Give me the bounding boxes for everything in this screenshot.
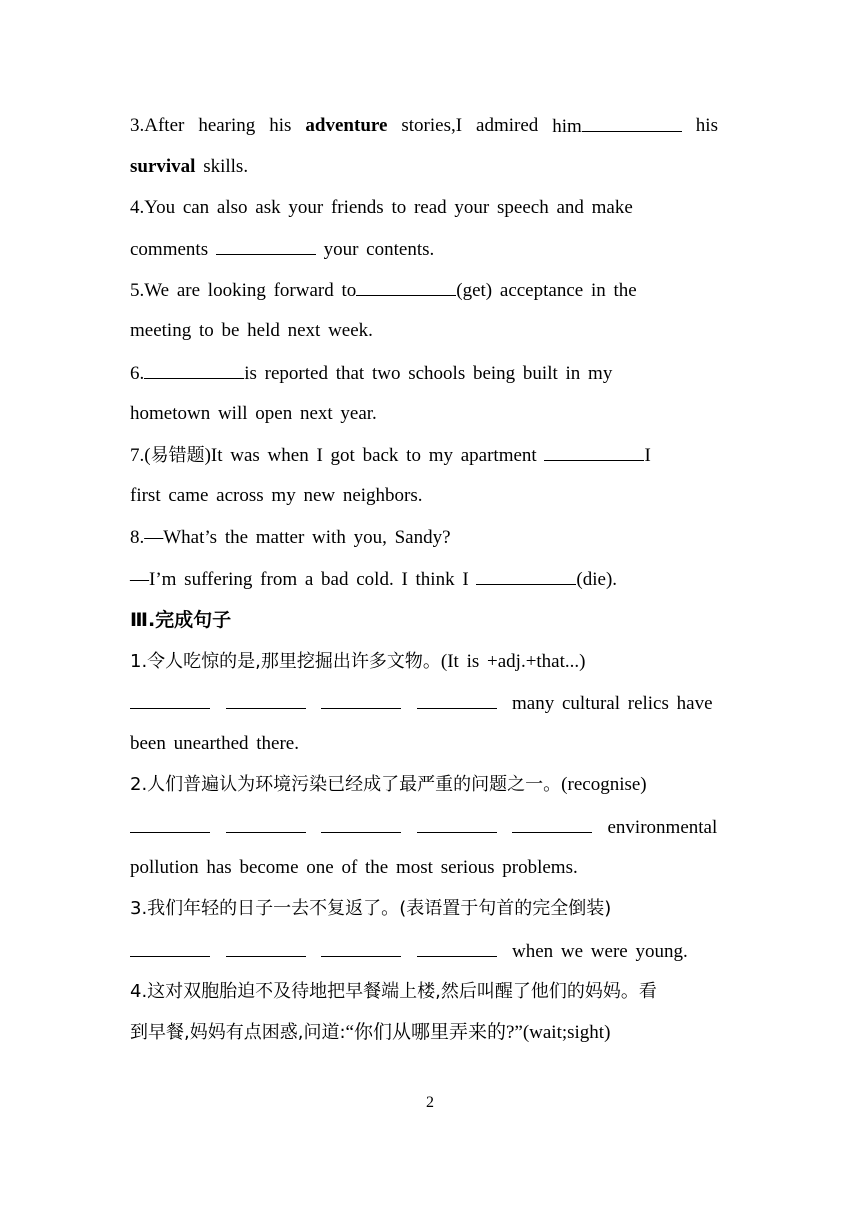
q8-line1: 8.—What’s the matter with you, Sandy? [130,527,451,548]
q3-word: admired [476,115,539,136]
q4-answer-blank[interactable] [216,237,316,255]
s3-answer-line: when we were young. [130,939,688,964]
q3-bold-word-adventure: adventure [305,115,388,136]
q3-word: his [269,115,292,136]
s1-prompt: 1.令人吃惊的是,那里挖掘出许多文物。(It is +adj.+that...) [130,651,586,672]
q8-line2: —I’m suffering from a bad cold. I think I (die). [130,569,618,590]
q4-line2: comments your contents. [130,239,435,260]
q3-bold-word-survival: survival [130,156,196,177]
s3-blank[interactable] [226,939,306,957]
q6-answer-blank[interactable] [144,361,244,379]
s1-line3: been unearthed there. [130,733,299,754]
s1-blank[interactable] [226,691,306,709]
q6-line1: 6. is reported that two schools being built in my [130,363,613,384]
q7-tag: 易错题 [150,445,205,466]
q3-word: stories,I [401,115,463,136]
q4-line1: 4.You can also ask your friends to read your speech and make [130,197,633,218]
q3-number: 3. [130,115,145,136]
s3-blank[interactable] [321,939,401,957]
q8-answer-blank[interactable] [476,567,576,585]
section-heading: Ⅲ.完成句子 [130,609,232,631]
s2-answer-line: environmental [130,815,717,840]
q3-word: his [695,115,718,136]
page-number: 2 [426,1094,434,1111]
q7-answer-blank[interactable] [544,443,644,461]
s2-blank[interactable] [321,815,401,833]
s3-blank[interactable] [130,939,210,957]
s1-blank[interactable] [321,691,401,709]
q3-line1 [130,114,718,139]
s1-answer-line: many cultural relics have [130,691,713,716]
q5-answer-blank[interactable] [356,278,456,296]
s2-blank[interactable] [226,815,306,833]
s2-blank[interactable] [130,815,210,833]
q3-word: After [144,115,185,136]
s2-blank[interactable] [512,815,592,833]
s4-line2: 到早餐,妈妈有点困惑,问道:“你们从哪里弄来的?”(wait;sight) [130,1022,611,1043]
q7-line1: 7.(易错题)It was when I got back to my apartment I [130,445,651,466]
s2-prompt: 2.人们普遍认为环境污染已经成了最严重的问题之一。(recognise) [130,774,647,795]
s3-blank[interactable] [417,939,497,957]
q7-line2: first came across my new neighbors. [130,485,423,506]
s4-line1: 4.这对双胞胎迫不及待地把早餐端上楼,然后叫醒了他们的妈妈。看 [130,981,657,1002]
q6-line2: hometown will open next year. [130,403,377,424]
s2-blank[interactable] [417,815,497,833]
q5-line1: 5.We are looking forward to (get) acceptance in the [130,280,637,301]
s2-line3: pollution has become one of the most serious problems. [130,857,578,878]
q3-word: him [552,116,582,137]
q5-line2: meeting to be held next week. [130,320,373,341]
q3-word: hearing [198,115,256,136]
s3-prompt: 3.我们年轻的日子一去不复返了。(表语置于句首的完全倒装) [130,898,612,919]
s1-blank[interactable] [130,691,210,709]
q3-line2: survival skills. [130,156,249,177]
s1-blank[interactable] [417,691,497,709]
q3-answer-blank[interactable] [582,114,682,132]
